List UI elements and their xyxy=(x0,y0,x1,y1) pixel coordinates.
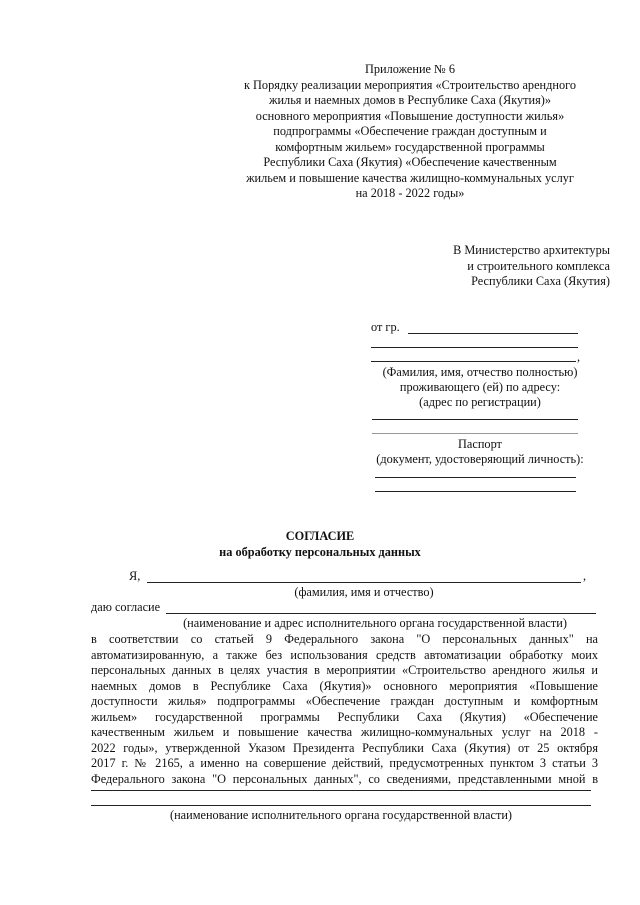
body-line: персональных данных в целях участия в мероприятии «Строительство арендного жилья и xyxy=(91,663,598,677)
residing-caption: проживающего (ей) по адресу: xyxy=(399,380,561,394)
passport-field-2[interactable] xyxy=(375,491,576,492)
document-caption: (документ, удостоверяющий личность): xyxy=(376,452,584,466)
consent-title xyxy=(0,529,640,560)
applicant-name-field-3[interactable] xyxy=(371,361,576,362)
consent-body xyxy=(91,632,598,787)
appendix-line: жильем и повышение качества жилищно-коммунальных услуг xyxy=(246,170,574,185)
appendix-line: основного мероприятия «Повышение доступности жилья» xyxy=(255,108,565,123)
appendix-line: жилья и наемных домов в Республике Саха (Якутия)» xyxy=(268,93,552,107)
consent-fio-field[interactable] xyxy=(147,582,581,583)
body-line: жильем» государственной программы Республики Саха (Якутия) «Обеспечение xyxy=(91,709,598,724)
body-line: доступности жилья» подпрограммы «Обеспечение граждан доступным и комфортным xyxy=(91,694,598,708)
appendix-line: к Порядку реализации мероприятия «Строительство арендного xyxy=(244,77,576,92)
applicant-name-field-1[interactable] xyxy=(408,333,578,334)
passport-label: Паспорт xyxy=(458,437,502,451)
appendix-line: подпрограммы «Обеспечение граждан доступным и xyxy=(273,124,547,138)
appendix-line: комфортным жильем» государственной программы xyxy=(275,139,545,154)
comma: , xyxy=(577,350,581,364)
authority-name-field-2[interactable] xyxy=(91,805,591,806)
appendix-line: Республики Саха (Якутия) «Обеспечение качественным xyxy=(263,155,557,169)
body-line: автоматизированную, а также без использования средств автоматизации обработку моих xyxy=(91,647,598,662)
authority-name-field-1[interactable] xyxy=(91,790,591,791)
addressee-line: В Министерство архитектуры xyxy=(453,243,610,257)
title-line-1: СОГЛАСИЕ xyxy=(285,529,355,543)
appendix-line: Приложение № 6 xyxy=(364,62,456,76)
from-label: от гр. xyxy=(371,320,400,334)
body-line: 2017 г. № 2165, а именно на совершение действий, предусмотренных пунктом 3 статьи 3 xyxy=(91,756,598,770)
authority-field[interactable] xyxy=(166,613,596,614)
bottom-authority-caption: (наименование исполнительного органа государственной власти) xyxy=(169,808,513,822)
body-line: в соответствии со статьей 9 Федерального закона "О персональных данных" на xyxy=(91,632,598,646)
addressee-block xyxy=(380,243,610,290)
addressee-line: и строительного комплекса xyxy=(467,258,610,273)
body-line: качественным жильем и повышение качества жилищно-коммунальных услуг на 2018 - xyxy=(91,725,598,739)
appendix-header xyxy=(200,62,620,202)
address-field-1[interactable] xyxy=(372,419,578,420)
body-line: наемных домов в Республике Саха (Якутия)» основного мероприятия «Повышение xyxy=(91,678,598,693)
passport-field-1[interactable] xyxy=(375,477,576,478)
appendix-line: на 2018 - 2022 годы» xyxy=(355,186,465,200)
address-field-2[interactable] xyxy=(372,433,578,434)
address-caption: (адрес по регистрации) xyxy=(419,395,541,409)
i-label: Я, xyxy=(129,569,141,583)
authority-caption: (наименование и адрес исполнительного органа государственной власти) xyxy=(183,616,567,630)
body-line: Федерального закона "О персональных данных", со сведениями, представленными мной в xyxy=(91,771,598,786)
give-consent-label: даю согласие xyxy=(91,600,161,614)
end-comma: , xyxy=(583,569,587,583)
title-line-2: на обработку персональных данных xyxy=(219,544,421,559)
consent-fio-caption: (фамилия, имя и отчество) xyxy=(294,585,434,599)
applicant-name-field-2[interactable] xyxy=(371,347,578,348)
fio-caption: (Фамилия, имя, отчество полностью) xyxy=(382,365,578,379)
addressee-line: Республики Саха (Якутия) xyxy=(471,274,610,288)
body-line: 2022 годы», утвержденной Указом Президента Республики Саха (Якутия) от 25 октября xyxy=(91,740,598,755)
